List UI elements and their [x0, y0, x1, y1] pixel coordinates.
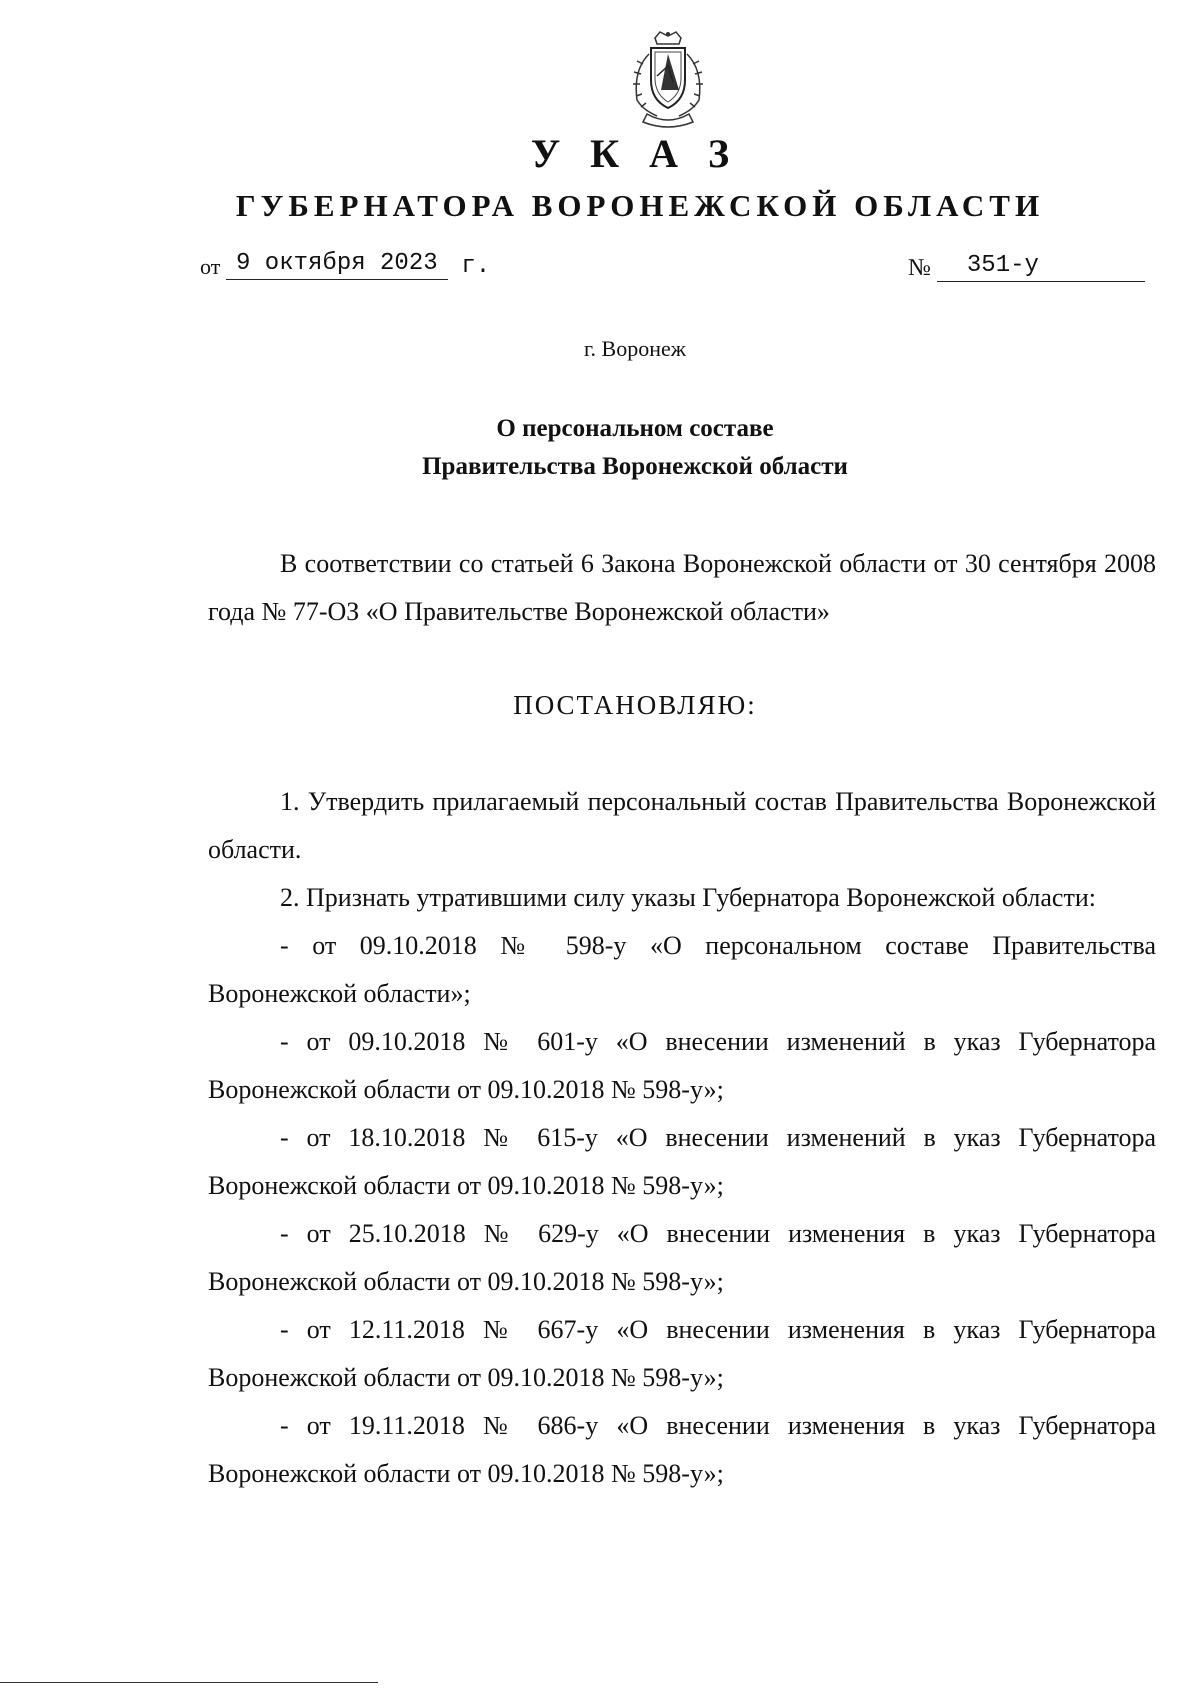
city: г. Воронеж: [584, 336, 686, 361]
date-label: от: [200, 254, 221, 279]
list-item: - от 18.10.2018 № 615-у «О внесении изменений в указ Губернатора Воронежской области от 09.10.2018 № 598-у»;: [208, 1123, 1156, 1200]
list-item: 2. Признать утратившими силу указы Губернатора Воронежской области:: [280, 883, 1096, 912]
coat-of-arms-icon: [613, 30, 723, 130]
list-item: - от 19.11.2018 № 686-у «О внесении изменения в указ Губернатора Воронежской области от 09.10.2018 № 598-у»;: [208, 1411, 1156, 1488]
subject-line-2: Правительства Воронежской области: [422, 453, 848, 480]
ordain-heading: ПОСТАНОВЛЯЮ:: [513, 690, 757, 720]
number-block: [908, 252, 1145, 282]
subject-heading: [0, 410, 1200, 486]
number-value: 351-у: [937, 252, 1145, 282]
list-item: - от 25.10.2018 № 629-у «О внесении изменения в указ Губернатора Воронежской области от 09.10.2018 № 598-у»;: [208, 1219, 1156, 1296]
document-type-title: У К А З: [530, 131, 740, 176]
date-block: [200, 250, 490, 280]
date-value: 9 октября 2023: [226, 250, 448, 280]
decree-items: [208, 778, 1156, 1498]
list-item: - от 12.11.2018 № 667-у «О внесении изменения в указ Губернатора Воронежской области от 09.10.2018 № 598-у»;: [208, 1315, 1156, 1392]
date-suffix: г.: [461, 253, 491, 280]
list-item: 1. Утвердить прилагаемый персональный состав Правительства Воронежской области.: [208, 787, 1156, 864]
subject-line-1: О персональном составе: [496, 415, 774, 442]
list-item: - от 09.10.2018 № 598-у «О персональном составе Правительства Воронежской области»;: [208, 931, 1156, 1008]
footer-divider: [0, 1682, 378, 1683]
number-label: №: [908, 255, 931, 281]
list-item: - от 09.10.2018 № 601-у «О внесении изменений в указ Губернатора Воронежской области от 09.10.2018 № 598-у»;: [208, 1027, 1156, 1104]
issuer-title: ГУБЕРНАТОРА ВОРОНЕЖСКОЙ ОБЛАСТИ: [235, 188, 1045, 223]
preamble: В соответствии со статьей 6 Закона Воронежской области от 30 сентября 2008 года № 77-ОЗ «О Правительстве Воронежской области»: [208, 549, 1156, 626]
